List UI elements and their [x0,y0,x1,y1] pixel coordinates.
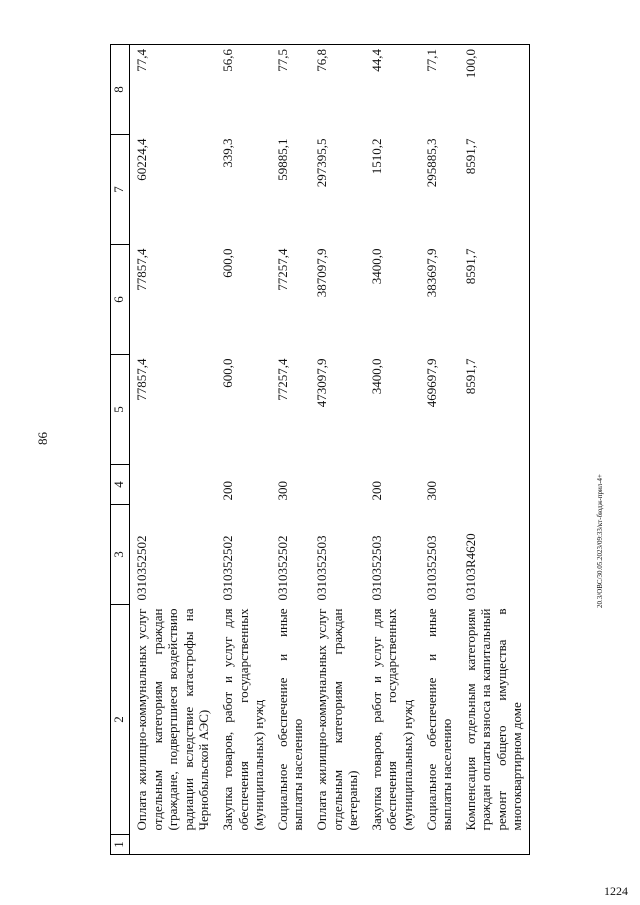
row-target-code: 03103R4620 [459,505,530,605]
row-description: Закупка товаров, работ и услуг для обеспечения государственных (муниципальных) нужд [368,608,415,831]
header-col-3: 3 [111,505,130,605]
document-id: 20.3/OBC/30.05.2023/09:33/кт-бюдж-прил-4+ [596,474,604,608]
header-col-2: 2 [111,605,130,835]
row-value-col8: 77,5 [271,45,310,135]
page-number: 86 [35,432,50,445]
table-row [459,45,530,855]
row-value-col7: 339,3 [219,138,235,168]
table-row [365,45,420,855]
row-value-col7: 297395,5 [313,138,329,188]
row-value-col6: 8591,7 [459,245,530,355]
row-expense-type [459,465,530,505]
row-value-col6: 383697,9 [423,248,439,298]
row-value-col8: 44,4 [365,45,420,135]
row-target-code: 0310352502 [219,535,235,601]
table-header-row [111,45,130,855]
row-value-col6: 3400,0 [368,248,384,285]
budget-table-container [110,45,620,855]
row-description: Оплата жилищно-коммунальных услуг отдельным категориям граждан (граждане, подвергшиеся воздействию радиации вследствие катастрофы на Чернобыльской АЭС) [134,608,212,831]
header-col-5: 5 [111,355,130,465]
row-target-code: 0310352503 [368,535,384,601]
row-value-col5: 600,0 [219,358,235,388]
header-col-4: 4 [111,465,130,505]
row-value-col6: 387097,9 [313,248,329,298]
row-value-col8: 77,1 [420,45,459,135]
row-expense-type: 300 [274,481,290,501]
row-target-code: 0310352502 [274,535,290,601]
row-value-col7: 60224,4 [134,138,149,181]
row-value-col7: 295885,3 [423,138,439,188]
row-value-col8: 100,0 [459,45,530,135]
row-value-col6: 600,0 [219,248,235,278]
row-value-col7: 1510,2 [368,138,384,175]
row-value-col8: 56,6 [216,45,271,135]
table-row [420,45,459,855]
row-target-code: 0310352503 [313,535,329,601]
table-row [130,45,216,855]
row-expense-type: 200 [368,481,384,501]
header-col-1: 1 [111,835,130,855]
row-description: Социальное обеспечение и иные выплаты населению [274,608,306,831]
table-row [310,45,365,855]
header-col-8: 8 [111,45,130,135]
row-value-col6: 77257,4 [274,248,290,291]
header-col-6: 6 [111,245,130,355]
row-value-col7: 8591,7 [459,135,530,245]
row-value-col8: 76,8 [310,45,365,135]
row-value-col5: 473097,9 [313,358,329,408]
budget-table [110,44,530,855]
row-value-col7: 59885,1 [274,138,290,181]
row-target-code: 0310352503 [423,535,439,601]
row-description: Закупка товаров, работ и услуг для обеспечения государственных (муниципальных) нужд [219,608,267,831]
table-row [216,45,271,855]
header-col-7: 7 [111,135,130,245]
row-value-col6: 77857,4 [134,248,149,291]
row-value-col5: 3400,0 [368,358,384,395]
row-expense-type: 300 [423,481,439,501]
sheet-number: 1224 [604,884,628,898]
row-value-col5: 469697,9 [423,358,439,408]
table-row [271,45,310,855]
row-expense-type [130,465,216,505]
row-value-col8: 77,4 [130,45,216,135]
row-description: Компенсация отдельным категориям граждан оплаты взноса на капитальный ремонт общего имущества в многоквартирном доме [459,605,530,835]
row-expense-type: 200 [219,481,235,501]
row-description: Социальное обеспечение и иные выплаты населению [423,608,455,831]
row-value-col5: 8591,7 [459,355,530,465]
row-description: Оплата жилищно-коммунальных услуг отдельным категориям граждан (ветераны) [313,608,361,831]
row-target-code: 0310352502 [134,535,149,601]
row-expense-type [310,465,365,505]
row-value-col5: 77257,4 [274,358,290,401]
row-value-col5: 77857,4 [134,358,149,401]
